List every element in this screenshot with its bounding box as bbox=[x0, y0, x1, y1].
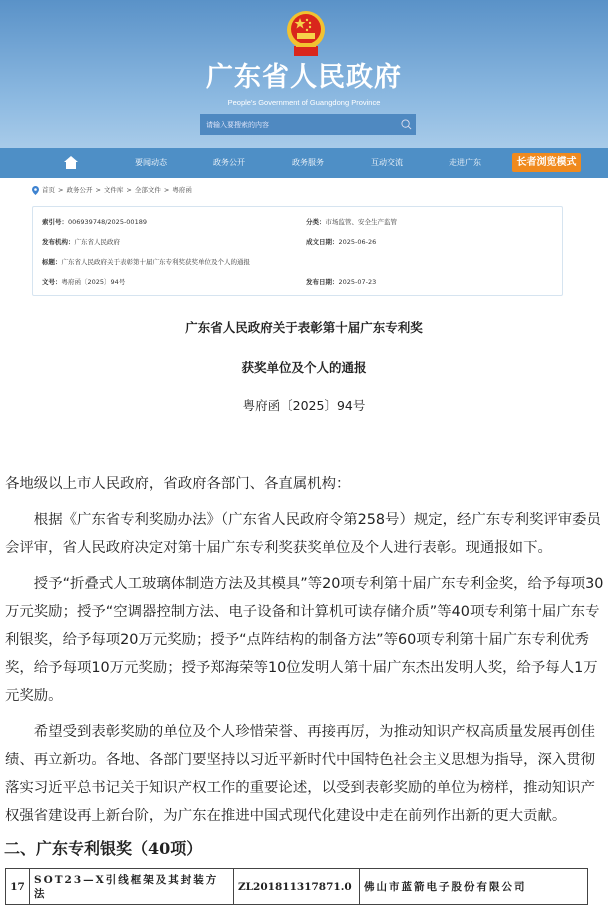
main-nav bbox=[0, 148, 608, 178]
nav-item-open-gov[interactable]: 政务公开 bbox=[213, 158, 245, 167]
doc-number: 粤府函〔2025〕94号 bbox=[242, 398, 366, 413]
site-subtitle: People's Government of Guangdong Province bbox=[227, 98, 381, 107]
doc-content bbox=[5, 470, 607, 905]
pub-date-label: 发布日期： bbox=[306, 278, 339, 286]
location-pin-icon bbox=[32, 186, 39, 195]
nav-item-interaction[interactable]: 互动交流 bbox=[371, 158, 403, 167]
docno-label: 文号： bbox=[42, 278, 62, 286]
breadcrumb-library[interactable]: 文件库 bbox=[103, 186, 124, 194]
patent-holder: 佛山市蓝箭电子股份有限公司 bbox=[360, 869, 588, 905]
section-heading: 二、广东专利银奖（40项） bbox=[4, 839, 203, 858]
title-label: 标题： bbox=[42, 258, 62, 266]
docno-value: 粤府函〔2025〕94号 bbox=[61, 278, 126, 286]
title-value: 广东省人民政府关于表彰第十届广东专利奖获奖单位及个人的通报 bbox=[61, 258, 250, 266]
index-label: 索引号： bbox=[42, 218, 68, 226]
site-header bbox=[0, 0, 608, 148]
category-label: 分类： bbox=[306, 218, 326, 226]
patent-number: ZL201811317871.0 bbox=[234, 869, 360, 905]
search-input[interactable] bbox=[200, 121, 396, 129]
breadcrumb-all[interactable]: 全部文件 bbox=[134, 186, 161, 194]
doc-title-line1: 广东省人民政府关于表彰第十届广东专利奖 bbox=[185, 320, 423, 335]
paragraph: 授予“折叠式人工玻璃体制造方法及其模具”等20项专利第十届广东专利金奖，给予每项30万元奖励；授予“空调器控制方法、电子设备和计算机可读存储介质”等40项专利第十届广东专利银奖，给予每项20万元奖励；授予“点阵结构的制备方法”等60项专利第十届广东专利优秀奖，给予每项10万元奖励；授予郑海荣等10位发明人第十届广东杰出发明人奖，给予每人1万元奖励。 bbox=[5, 576, 604, 704]
doc-body bbox=[5, 470, 607, 830]
site-title: 广东省人民政府 bbox=[206, 62, 402, 93]
doc-title-line2: 获奖单位及个人的通报 bbox=[241, 360, 367, 375]
award-table bbox=[5, 868, 588, 905]
patent-name: SOT23—X引线框架及其封装方法 bbox=[30, 869, 234, 905]
search-button[interactable] bbox=[396, 114, 416, 135]
pub-date-value: 2025-07-23 bbox=[338, 278, 377, 286]
document-meta bbox=[32, 206, 563, 296]
national-emblem-icon bbox=[286, 10, 326, 60]
breadcrumb: 首页 > 政务公开 > 文件库 > 全部文件 > 粤府函 bbox=[32, 186, 192, 195]
nav-item-services[interactable]: 政务服务 bbox=[292, 158, 324, 167]
home-icon[interactable] bbox=[64, 156, 78, 169]
breadcrumb-home[interactable]: 首页 bbox=[42, 186, 55, 194]
breadcrumb-open-gov[interactable]: 政务公开 bbox=[66, 186, 93, 194]
elder-mode-button[interactable]: 长者浏览模式 bbox=[512, 153, 581, 172]
salutation: 各地级以上市人民政府，省政府各部门、各直属机构： bbox=[5, 476, 351, 492]
row-number: 17 bbox=[6, 869, 30, 905]
search-box bbox=[200, 114, 416, 135]
breadcrumb-current[interactable]: 粤府函 bbox=[172, 186, 192, 194]
category-value: 市场监管、安全生产监管 bbox=[325, 218, 397, 226]
nav-item-about[interactable]: 走进广东 bbox=[449, 158, 481, 167]
search-icon bbox=[401, 119, 412, 130]
index-value: 006939748/2025-00189 bbox=[68, 218, 147, 226]
paragraph: 根据《广东省专利奖励办法》（广东省人民政府令第258号）规定，经广东专利奖评审委员会评审，省人民政府决定对第十届广东专利奖获奖单位及个人进行表彰。现通报如下。 bbox=[5, 512, 601, 556]
table-row bbox=[6, 869, 588, 905]
written-date-label: 成文日期： bbox=[306, 238, 339, 246]
publisher-label: 发布机构： bbox=[42, 238, 75, 246]
publisher-value: 广东省人民政府 bbox=[74, 238, 120, 246]
nav-item-news[interactable]: 要闻动态 bbox=[135, 158, 167, 167]
paragraph: 希望受到表彰奖励的单位及个人珍惜荣誉、再接再厉，为推动知识产权高质量发展再创佳绩、再立新功。各地、各部门要坚持以习近平新时代中国特色社会主义思想为指导，深入贯彻落实习近平总书记关于知识产权工作的重要论述，以受到表彰奖励的单位为榜样，推动知识产权强省建设再上新台阶，为广东在推进中国式现代化建设中走在前列作出新的更大贡献。 bbox=[5, 724, 596, 824]
written-date-value: 2025-06-26 bbox=[338, 238, 377, 246]
